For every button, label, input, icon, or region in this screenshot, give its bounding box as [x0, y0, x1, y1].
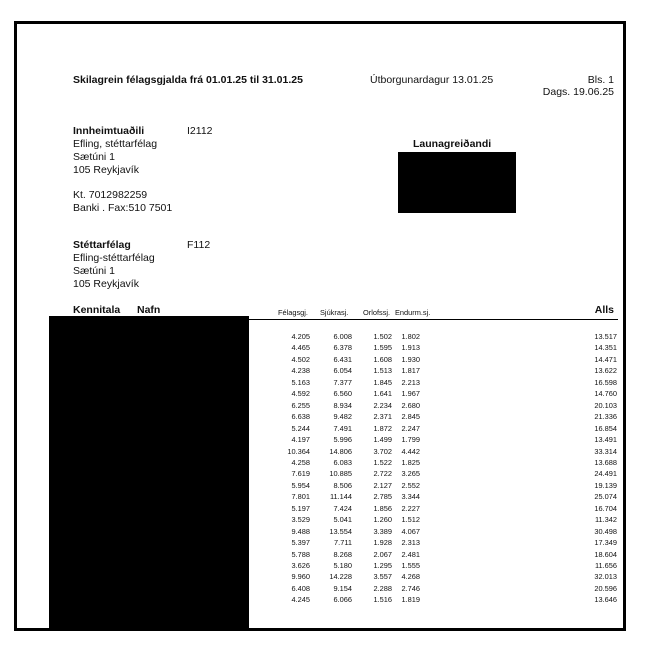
collector-code: I2112 [187, 125, 213, 137]
table-cell: 5.180 [333, 561, 352, 570]
table-cell: 3.265 [401, 469, 420, 479]
union-code: F112 [187, 239, 211, 251]
table-cell: 1.799 [401, 435, 420, 445]
document-date: Dags. 19.06.25 [542, 86, 614, 98]
union-line: Efling-stéttarfélag [73, 252, 155, 264]
table-cell: 7.377 [333, 377, 352, 387]
table-cell: 7.801 [291, 492, 310, 502]
table-cell: 14.228 [329, 572, 352, 582]
table-cell: 1.260 [373, 515, 392, 525]
table-cell: 2.067 [373, 549, 392, 559]
table-cell: 1.967 [401, 389, 420, 399]
table-cell: 1.802 [401, 332, 420, 341]
table-cell: 2.313 [401, 538, 420, 548]
table-cell: 10.885 [329, 469, 352, 479]
collector-kt: Kt. 7012982259 [73, 189, 148, 201]
table-cell: 6.560 [333, 389, 352, 399]
table-cell: 8.934 [333, 400, 352, 410]
col-kennitala: Kennitala [73, 304, 121, 316]
table-cell: 4.205 [291, 332, 310, 341]
table-cell: 6.054 [333, 366, 352, 376]
table-cell: 1.817 [401, 366, 420, 376]
table-cell: 10.364 [287, 446, 310, 456]
collector-line: Efling, stéttarfélag [73, 138, 158, 150]
col-felagsgj: Félagsgj. [278, 308, 308, 317]
table-cell: 25.074 [594, 492, 617, 502]
table-cell: 24.491 [594, 469, 617, 479]
table-cell: 13.646 [594, 595, 617, 605]
table-cell: 6.408 [291, 583, 310, 593]
table-cell: 4.238 [291, 366, 310, 376]
col-nafn: Nafn [137, 304, 161, 316]
union-line: 105 Reykjavík [73, 278, 139, 290]
table-cell: 1.930 [401, 354, 420, 364]
table-cell: 5.397 [291, 538, 310, 548]
union-line: Sætúni 1 [73, 265, 116, 277]
table-cell: 1.819 [401, 595, 420, 605]
union-label: Stéttarfélag [73, 239, 131, 251]
table-cell: 2.227 [401, 503, 420, 513]
table-cell: 1.872 [373, 423, 392, 433]
table-cell: 8.506 [333, 480, 352, 490]
table-cell: 7.491 [333, 423, 352, 433]
table-cell: 13.688 [594, 457, 617, 467]
table-cell: 7.619 [291, 469, 310, 479]
table-cell: 14.760 [594, 389, 617, 399]
table-cell: 32.013 [594, 572, 617, 582]
table-cell: 2.845 [401, 412, 420, 422]
payout-date: Útborgunardagur 13.01.25 [370, 74, 494, 86]
table-cell: 13.491 [594, 435, 617, 445]
table-cell: 6.378 [333, 343, 352, 353]
table-cell: 5.954 [291, 480, 310, 490]
table-cell: 7.711 [334, 538, 352, 548]
table-cell: 2.127 [373, 480, 392, 490]
document-page [14, 21, 626, 631]
table-cell: 2.234 [373, 400, 392, 410]
table-cell: 4.067 [401, 526, 420, 536]
table-cell: 1.513 [373, 366, 392, 376]
employer-label: Launagreiðandi [413, 138, 492, 150]
table-cell: 1.512 [401, 515, 420, 525]
col-alls: Alls [594, 304, 614, 316]
table-cell: 2.722 [373, 469, 392, 479]
table-cell: 2.213 [401, 377, 420, 387]
table-cell: 11.144 [329, 492, 352, 502]
table-cell: 13.622 [594, 366, 617, 376]
table-cell: 1.641 [373, 389, 392, 399]
table-cell: 16.854 [594, 423, 617, 433]
table-cell: 1.522 [373, 457, 392, 467]
table-cell: 4.592 [291, 389, 310, 399]
table-cell: 2.785 [373, 492, 392, 502]
table-cell: 1.555 [401, 561, 420, 570]
collector-label: Innheimtuaðili [73, 125, 145, 137]
table-cell: 21.336 [594, 412, 617, 422]
table-cell: 3.389 [373, 526, 392, 536]
table-cell: 3.626 [291, 561, 310, 570]
page-number: Bls. 1 [587, 74, 614, 86]
table-cell: 2.746 [401, 583, 420, 593]
table-cell: 5.244 [291, 423, 310, 433]
table-cell: 1.502 [373, 332, 392, 341]
table-cell: 20.103 [594, 400, 617, 410]
table-cell: 2.552 [401, 480, 420, 490]
table-cell: 1.913 [401, 343, 420, 353]
table-cell: 3.344 [401, 492, 420, 502]
table-cell: 2.371 [373, 412, 392, 422]
table-cell: 18.604 [594, 549, 617, 559]
table-cell: 16.704 [594, 503, 617, 513]
table-cell: 6.431 [333, 354, 352, 364]
table-cell: 9.488 [291, 526, 310, 536]
col-endurmsj: Endurm.sj. [395, 308, 431, 317]
table-cell: 9.482 [333, 412, 352, 422]
table-cell: 5.041 [333, 515, 352, 525]
table-cell: 1.295 [373, 561, 392, 570]
table-cell: 4.245 [291, 595, 310, 605]
table-cell: 1.928 [373, 538, 392, 548]
table-cell: 20.596 [594, 583, 617, 593]
table-cell: 4.502 [291, 354, 310, 364]
table-cell: 9.154 [333, 583, 352, 593]
table-cell: 30.498 [594, 526, 617, 536]
table-cell: 1.608 [373, 354, 392, 364]
table-cell: 1.595 [373, 343, 392, 353]
table-cell: 1.856 [373, 503, 392, 513]
table-cell: 7.424 [333, 503, 352, 513]
table-cell: 13.517 [594, 332, 617, 341]
table-cell: 2.680 [401, 400, 420, 410]
table-cell: 33.314 [594, 446, 617, 456]
collector-bank: Banki . Fax:510 7501 [73, 202, 173, 214]
table-cell: 4.442 [401, 446, 420, 456]
col-orlofssj: Orlofssj. [363, 308, 391, 317]
table-cell: 3.702 [373, 446, 392, 456]
redacted-employer [398, 152, 516, 213]
table-cell: 17.349 [594, 538, 617, 548]
table-cell: 6.066 [333, 595, 352, 605]
col-sjukrasj: Sjúkrasj. [320, 308, 349, 317]
table-cell: 2.288 [373, 583, 392, 593]
table-cell: 4.465 [291, 343, 310, 353]
table-cell: 5.163 [291, 377, 310, 387]
table-cell: 1.845 [373, 377, 392, 387]
table-cell: 2.481 [401, 549, 420, 559]
redacted-employee-names [49, 316, 249, 631]
table-cell: 3.529 [291, 515, 310, 525]
table-cell: 11.656 [594, 561, 617, 570]
table-cell: 1.499 [373, 435, 392, 445]
table-cell: 9.960 [291, 572, 310, 582]
table-cell: 14.471 [594, 354, 617, 364]
document-title: Skilagrein félagsgjalda frá 01.01.25 til 31.01.25 [73, 74, 303, 86]
table-cell: 4.258 [291, 457, 310, 467]
table-cell: 8.268 [333, 549, 352, 559]
table-cell: 4.268 [401, 572, 420, 582]
table-cell: 3.557 [373, 572, 392, 582]
table-cell: 14.806 [329, 446, 352, 456]
table-cell: 6.008 [333, 332, 352, 341]
table-cell: 1.516 [373, 595, 392, 605]
table-cell: 11.342 [594, 515, 617, 525]
table-cell: 4.197 [291, 435, 310, 445]
table-cell: 16.598 [594, 377, 617, 387]
table-cell: 6.083 [333, 457, 352, 467]
table-cell: 2.247 [401, 423, 420, 433]
collector-line: 105 Reykjavík [73, 164, 139, 176]
table-cell: 1.825 [401, 457, 420, 467]
table-cell: 5.996 [333, 435, 352, 445]
table-cell: 5.788 [291, 549, 310, 559]
table-cell: 6.255 [291, 400, 310, 410]
table-cell: 13.554 [329, 526, 352, 536]
table-cell: 14.351 [594, 343, 617, 353]
table-cell: 19.139 [594, 480, 617, 490]
collector-line: Sætúni 1 [73, 151, 116, 163]
table-cell: 5.197 [291, 503, 310, 513]
table-cell: 6.638 [291, 412, 310, 422]
